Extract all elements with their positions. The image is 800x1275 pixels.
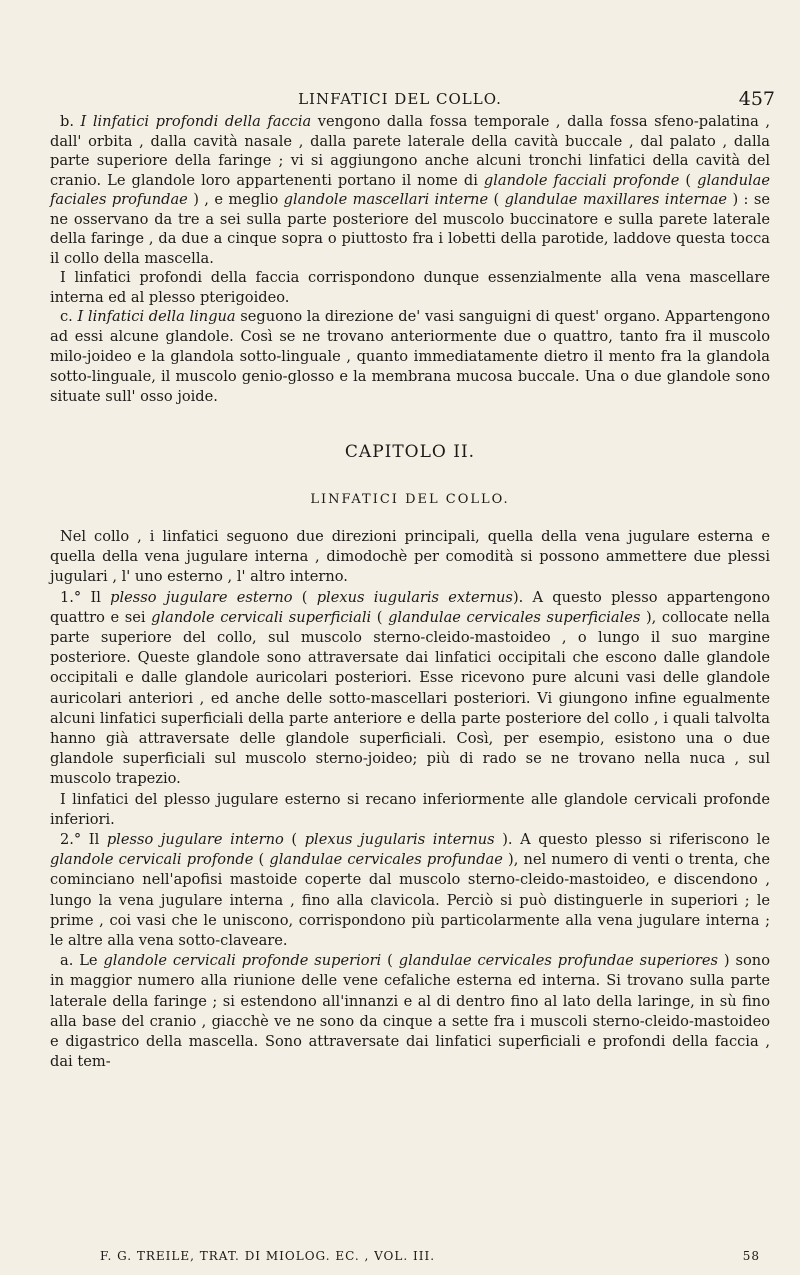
chapter-title: CAPITOLO II.: [344, 442, 476, 462]
page-number: 457: [738, 88, 775, 110]
signature-mark: 58: [742, 1249, 760, 1263]
paragraph-external-jugular-summary: I linfatici del plesso jugulare esterno si recano inferiormente alle glandole cervicali profonde inferiori.: [50, 790, 770, 828]
page-header: [0, 88, 800, 110]
section-title: LINFATICI DEL COLLO.: [310, 492, 510, 507]
running-head: LINFATICI DEL COLLO.: [298, 90, 502, 108]
paragraph-deep-face-summary: I linfatici profondi della faccia corrispondono dunque essenzialmente alla vena mascellare interna ed al plesso pterigoideo.: [50, 269, 770, 306]
paragraph-neck-intro: Nel collo , i linfatici seguono due direzioni principali, quella della vena jugulare esterna e quella della vena jugulare interna , dimodochè per comodità si possono ammettere due plessi jugulari , l' uno esterno , l' altro interno.: [50, 528, 770, 586]
paragraph-superior-deep-cervical: a. Le glandole cervicali profonde superiori ( glandulae cervicales profundae superiores ) sono in maggior numero alla riunione delle vene cefaliche esterna ed interna. Si trovano sulla parte laterale della faringe ; si estendono all'innanzi e al di dentro fino al lato della laringe, in sù fino alla base del cranio , giacchè ve ne sono da cinque a sette fra i muscoli sterno-cleido-mastoideo e digastrico della mascella. Sono attraversate dai linfatici superficiali e profondi della faccia , dai tem-: [50, 952, 770, 1071]
paragraph-tongue-lymphatics: c. I linfatici della lingua seguono la direzione de' vasi sanguigni di quest' organo. Appartengono ad essi alcune glandole. Così se ne trovano anteriormente due o quattro, tanto fra il muscolo milo-joideo e la glandola sotto-linguale , quanto immediatamente dietro il mento fra la glandola sotto-linguale, il muscolo genio-glosso e la membrana mucosa buccale. Una o due glandole sono situate sull' osso joide.: [50, 308, 770, 405]
paragraph-internal-jugular-plexus: 2.° Il plesso jugulare interno ( plexus jugularis internus ). A questo plesso si riferiscono le glandole cervicali profonde ( glandulae cervicales profundae ), nel numero di venti o trenta, che cominciano nell'apofisi mastoide coperte dal muscolo sterno-cleido-mastoideo, e discendono , lungo la vena jugulare interna , fino alla clavicola. Perciò si può distinguerle in superiori ; le prime , coi vasi che le uniscono, corrispondono più particolarmente alla vena jugulare interna ; le altre alla vena sotto-claveare.: [50, 831, 770, 950]
page-footer: [100, 1249, 760, 1267]
footer-imprint: F. G. TREILE, TRAT. DI MIOLOG. EC. , VOL. III.: [100, 1249, 436, 1263]
paragraph-deep-face-lymphatics: b. I linfatici profondi della faccia vengono dalla fossa temporale , dalla fossa sfeno-palatina , dall' orbita , dalla cavità nasale , dalla parete laterale della cavità buccale , dal palato , dalla parte superiore della faringe ; vi si aggiungono anche alcuni tronchi linfatici della cavità del cranio. Le glandole loro appartenenti portano il nome di glandole facciali profonde ( glandulae faciales profundae ) , e meglio glandole mascellari interne ( glandulae maxillares internae ) : se ne osservano da tre a sei sulla parte posteriore del muscolo buccinatore e sulla parete laterale della faringe , da due a cinque sopra o piuttosto fra i lobetti della parotide, laddove questa tocca il collo della mascella.: [50, 113, 771, 267]
paragraph-external-jugular-plexus: 1.° Il plesso jugulare esterno ( plexus iugularis externus). A questo plesso appartengono quattro e sei glandole cervicali superficiali ( glandulae cervicales superficiales ), collocate nella parte superiore del collo, sul muscolo sterno-cleido-mastoideo , o lungo il suo margine posteriore. Queste glandole sono attraversate dai linfatici occipitali che escono dalle glandole occipitali e dalle glandole auricolari posteriori. Esse ricevono pure alcuni vasi delle glandole auricolari anteriori , ed anche delle sotto-mascellari posteriori. Vi giungono infine egualmente alcuni linfatici superficiali della parte anteriore e della parte posteriore del collo , i quali talvolta hanno già attraversate delle glandole superficiali. Così, per esempio, esistono una o due glandole superficiali sul muscolo sterno-joideo; più di rado se ne trovano nella nuca , sul muscolo trapezio.: [50, 588, 771, 788]
page-body: [50, 112, 770, 1072]
